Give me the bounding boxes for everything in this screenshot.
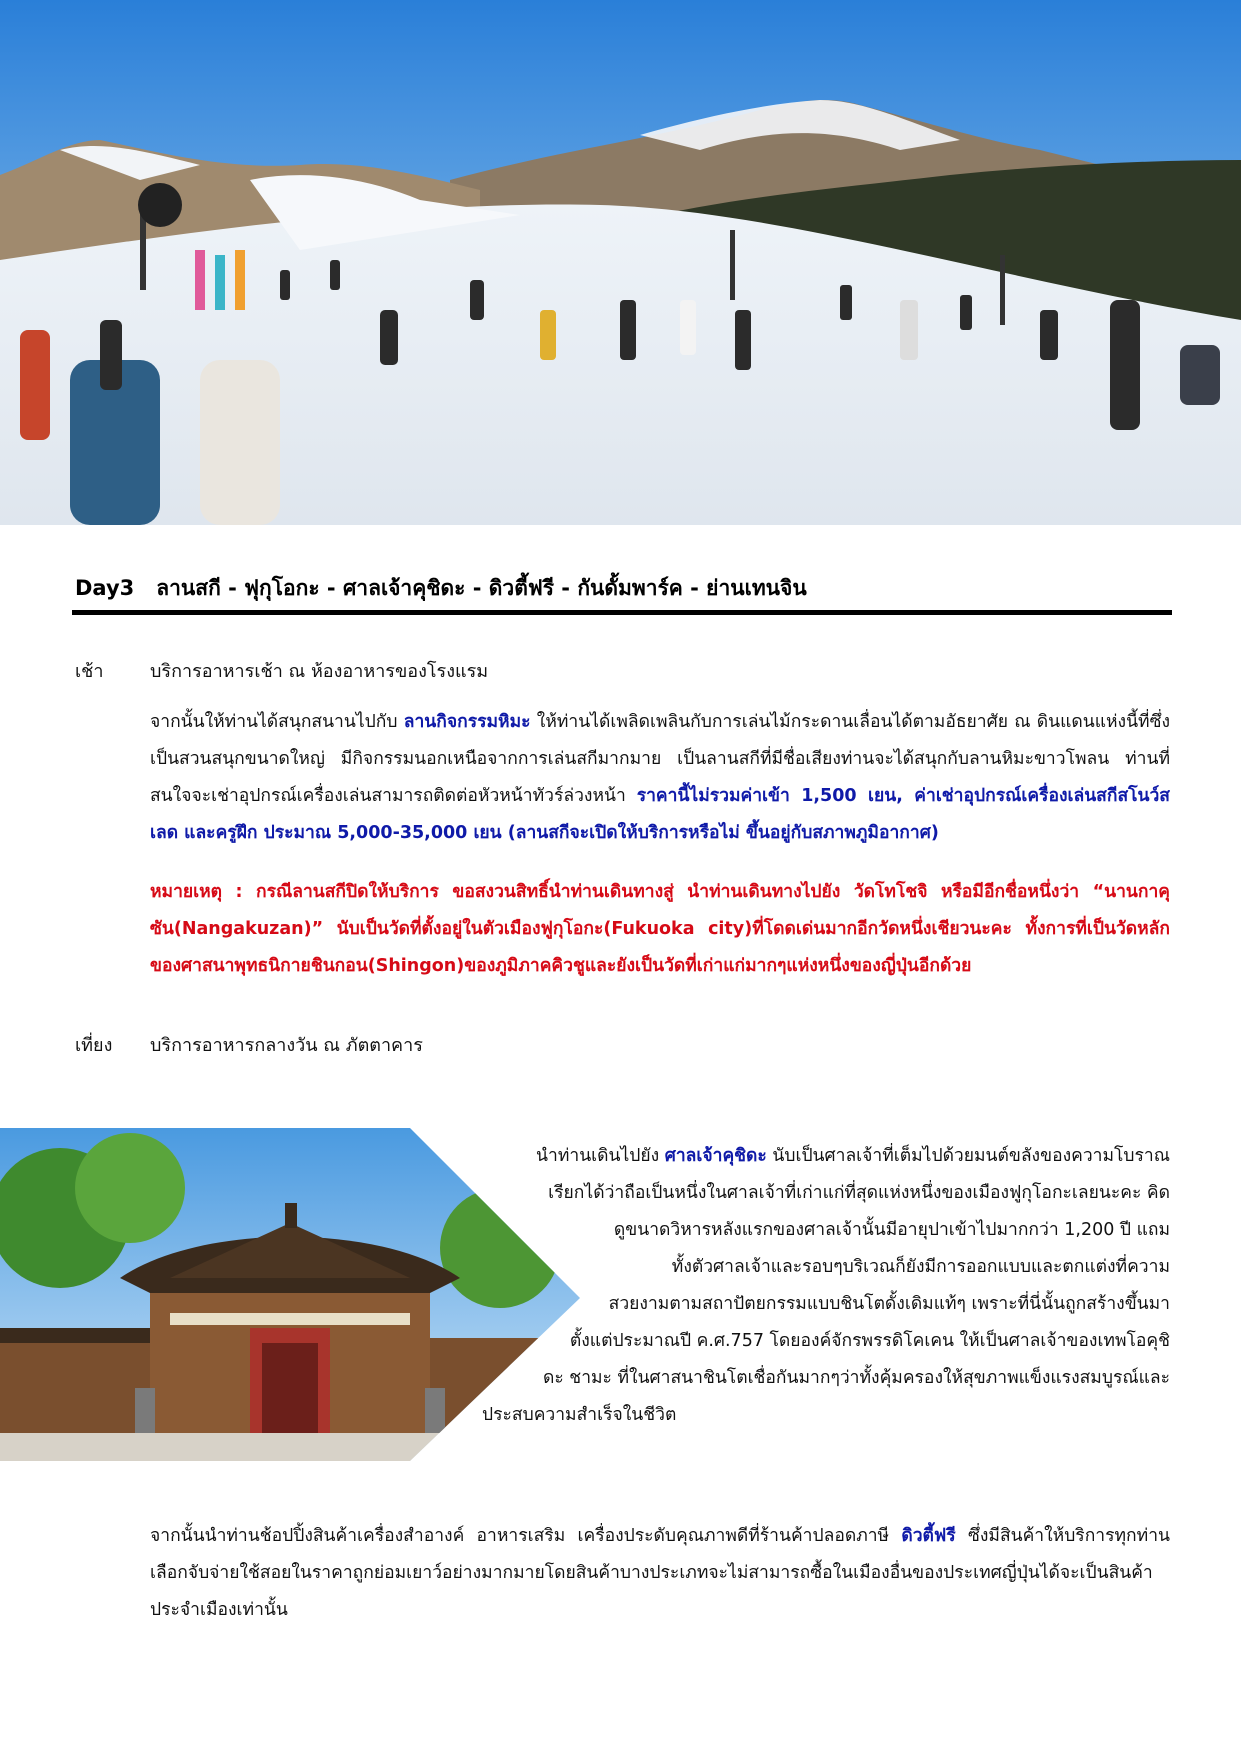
- ski-text-1: จากนั้นให้ท่านได้สนุกสนานไปกับ: [150, 712, 404, 732]
- shrine-line-1-a: นำท่านเดินไปยัง: [536, 1146, 665, 1166]
- shrine-line-7: ดะ ชามะ ที่ในศาสนาชินโตเชื่อกันมากๆว่าทั้งคุ้มครองให้สุขภาพแข็งแรงสมบูรณ์และ: [542, 1368, 1170, 1388]
- ski-highlight-1: ลานกิจกรรมหิมะ: [403, 712, 531, 732]
- day-label: Day3: [75, 576, 135, 600]
- shrine-line-2: เรียกได้ว่าถือเป็นหนึ่งในศาลเจ้าที่เก่าแก่ที่สุดแห่งหนึ่งของเมืองฟูกุโอกะเลยนะคะ คิด: [548, 1183, 1170, 1203]
- shrine-line-1-b: นับเป็นศาลเจ้าที่เต็มไปด้วยมนต์ขลังของความโบราณ: [766, 1146, 1170, 1166]
- shrine-line-3: ดูขนาดวิหารหลังแรกของศาลเจ้านั้นมีอายุปาเข้าไปมากกว่า 1,200 ปี แถม: [613, 1220, 1170, 1240]
- day-title: [75, 572, 807, 605]
- dutyfree-highlight: ดิวตี้ฟรี: [901, 1526, 956, 1546]
- shrine-line-6: ตั้งแต่ประมาณปี ค.ศ.757 โดยองค์จักรพรรดิโคเคน ให้เป็นศาลเจ้าของเทพโอคุชิ: [569, 1331, 1170, 1351]
- lunch-row: [75, 1030, 423, 1059]
- ski-paragraph: [150, 704, 1170, 852]
- breakfast-time: เช้า: [75, 661, 104, 682]
- dutyfree-text-1: จากนั้นนำท่านช้อปปิ้งสินค้าเครื่องสำอางค์ อาหารเสริม เครื่องประดับคุณภาพดีที่ร้านค้าปลอดภาษี: [150, 1526, 902, 1546]
- shrine-line-5: สวยงามตามสถาปัตยกรรมแบบชินโตดั้งเดิมแท้ๆ เพราะที่นี่นั้นถูกสร้างขึ้นมา: [608, 1294, 1170, 1314]
- note-paragraph: หมายเหตุ : กรณีลานสกีปิดให้บริการ ขอสงวนสิทธิ์นำท่านเดินทางสู่ นำท่านเดินทางไปยัง วัดโทโชจิ หรือมีอีกชื่อหนึ่งว่า “นานกาคุซัน(Nangakuzan)” นับเป็นวัดที่ตั้งอยู่ในตัวเมืองฟูกุโอกะ(Fukuoka city)ที่โดดเด่นมากอีกวัดหนึ่งเชียวนะคะ ทั้งการที่เป็นวัดหลักของศาสนาพุทธนิกายชินกอน(Shingon)ของภูมิภาคคิวชูและยังเป็นวัดที่เก่าแก่มากๆแห่งหนึ่งของญี่ปุ่นอีกด้วย: [150, 882, 1170, 976]
- breakfast-text: บริการอาหารเช้า ณ ห้องอาหารของโรงแรม: [150, 661, 489, 682]
- day-route: ลานสกี - ฟุกุโอกะ - ศาลเจ้าคุชิดะ - ดิวตี้ฟรี - กันดั้มพาร์ค - ย่านเทนจิน: [156, 576, 807, 600]
- dutyfree-paragraph: [150, 1518, 1170, 1629]
- lunch-time: เที่ยง: [75, 1035, 113, 1056]
- title-divider: [72, 610, 1172, 615]
- dutyfree-text-2: ซึ่งมีสินค้าให้บริการทุกท่านเลือกจับจ่ายใช้สอยในราคาถูกย่อมเยาว์อย่างมากมายโดยสินค้าบางประเภทจะไม่สามารถซื้อในเมืองอื่นของประเทศญี่ปุ่นได้จะเป็นสินค้าประจำเมืองเท่านั้น: [150, 1526, 1170, 1620]
- shrine-line-8: ประสบความสำเร็จในชีวิต: [482, 1405, 677, 1425]
- shrine-line-4: ทั้งตัวศาลเจ้าและรอบๆบริเวณก็ยังมีการออกแบบและตกแต่งที่ความ: [671, 1257, 1170, 1277]
- shrine-line-1: [536, 1138, 1170, 1175]
- lunch-text: บริการอาหารกลางวัน ณ ภัตตาคาร: [150, 1035, 423, 1056]
- ski-resort-photo: [0, 0, 1241, 525]
- shrine-highlight: ศาลเจ้าคุชิดะ: [664, 1146, 767, 1166]
- ski-price-note: ราคานี้ไม่รวมค่าเข้า 1,500 เยน, ค่าเช่าอุปกรณ์เครื่องเล่นสกีสโนว์สเลด และครูฝึก ประมาณ 5,000-35,000 เยน (ลานสกีจะเปิดให้บริการหรือไม่ ขึ้นอยู่กับสภาพภูมิอากาศ): [150, 786, 1170, 843]
- breakfast-row: [75, 656, 488, 685]
- ski-text-2: ให้ท่านได้เพลิดเพลินกับการเล่นไม้กระดานเลื่อนได้ตามอัธยาศัย ณ ดินแดนแห่งนี้ที่ซึ่งเป็นสวนสนุกขนาดใหญ่ มีกิจกรรมนอกเหนือจากการเล่นสกีมากมาย เป็นลานสกีที่มีชื่อเสียงท่านจะได้สนุกกับลานหิมะขาวโพลน ท่านที่สนใจจะเช่าอุปกรณ์เครื่องเล่นสามารถติดต่อหัวหน้าทัวร์ล่วงหน้า: [150, 712, 1170, 806]
